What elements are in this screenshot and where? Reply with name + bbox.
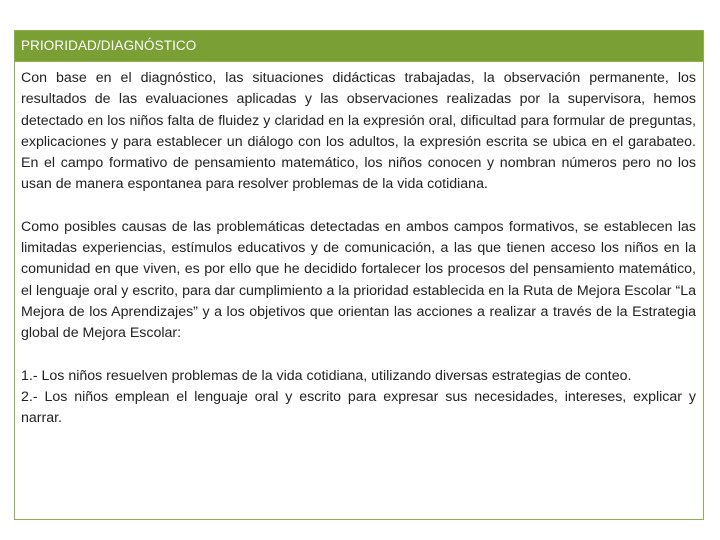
paragraph-spacer	[21, 196, 696, 217]
objective-item-1: 1.- Los niños resuelven problemas de la vida cotidiana, utilizando diversas estrategias de conteo.	[21, 367, 632, 384]
paragraph-diagnosis: Con base en el diagnóstico, las situaciones didácticas trabajadas, la observación permanente, los resultados de las evaluaciones aplicadas y las observaciones realizadas por la supervisora, hemos detectado en los niños falta de fluidez y claridad en la expresión oral, dificultad para formular de preguntas, explicaciones y para establecer un diálogo con los adultos, la expresión escrita se ubica en el garabateo. En el campo formativo de pensamiento matemático, los niños conocen y nombran números pero no los usan de manera espontanea para resolver problemas de la vida cotidiana.	[21, 70, 696, 193]
paragraph-causes: Como posibles causas de las problemáticas detectadas en ambos campos formativos, se establecen las limitadas experiencias, estímulos educativos y de comunicación, a las que tienen acceso los niños en la comunidad en que viven, es por ello que he decidido fortalecer los procesos del pensamiento matemático, el lenguaje oral y escrito, para dar cumplimiento a la prioridad establecida en la Ruta de Mejora Escolar “La Mejora de los Aprendizajes” y a los objetivos que orientan las acciones a realizar a través de la Estrategia global de Mejora Escolar:	[21, 218, 696, 342]
panel-body	[15, 62, 703, 429]
section-title: PRIORIDAD/DIAGNÓSTICO	[15, 31, 703, 62]
paragraph-spacer	[21, 345, 696, 366]
diagnosis-panel	[14, 30, 704, 520]
objective-item-2: 2.- Los niños emplean el lenguaje oral y escrito para expresar sus necesidades, intereses, explicar y narrar.	[21, 388, 696, 427]
